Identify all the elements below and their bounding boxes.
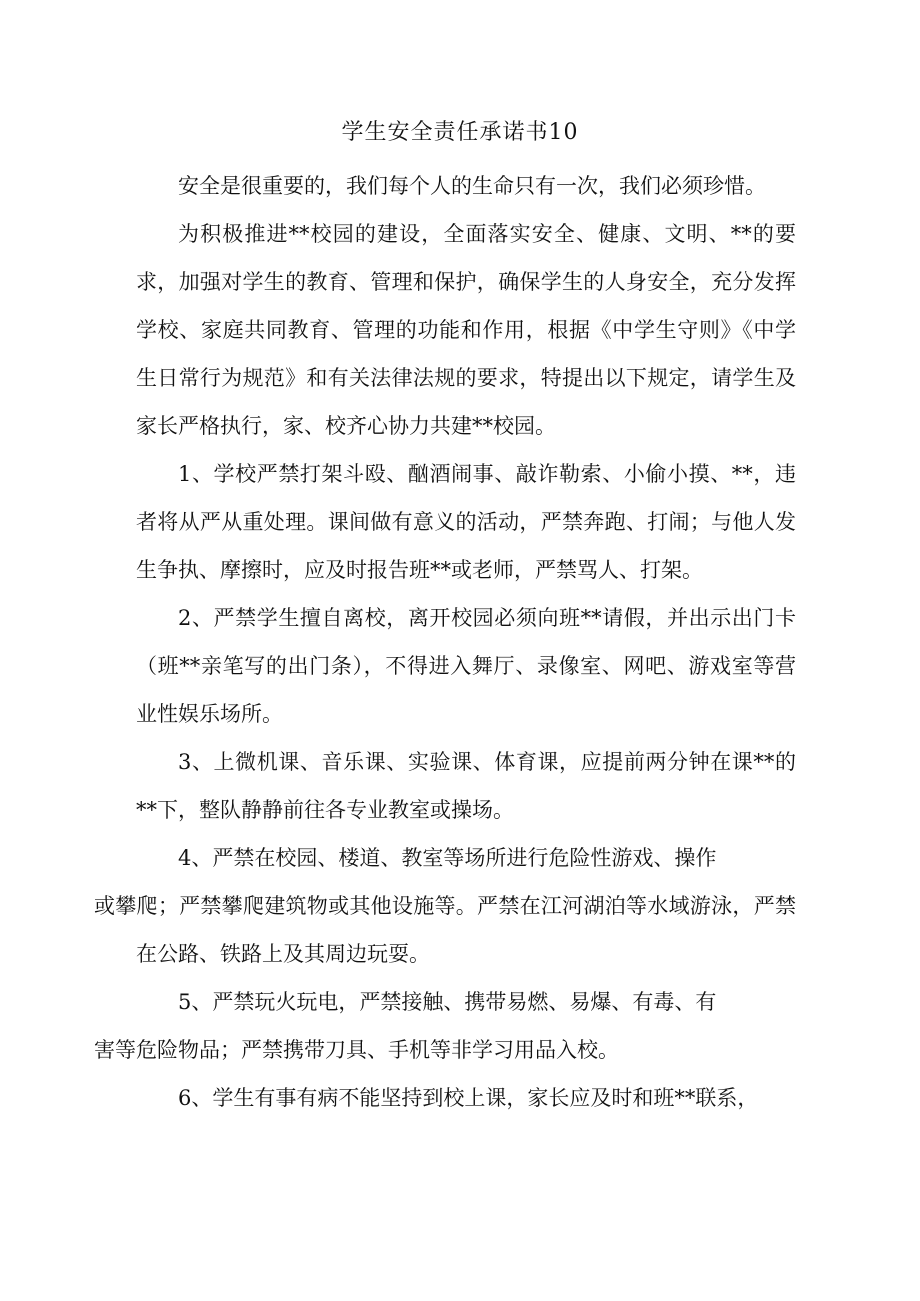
- document-body: [94, 162, 796, 1122]
- paragraph-intro: 安全是很重要的，我们每个人的生命只有一次，我们必须珍惜。: [178, 174, 766, 198]
- paragraph-rule-4-line-1: 4、严禁在校园、楼道、教室等场所进行危险性游戏、操作: [178, 846, 717, 870]
- paragraph-rule-4-rest: 或攀爬；严禁攀爬建筑物或其他设施等。严禁在江河湖泊等水域游泳，严禁在公路、铁路上及其周边玩耍。: [94, 894, 796, 966]
- paragraph-rule-6: 6、学生有事有病不能坚持到校上课，家长应及时和班**联系，: [178, 1086, 759, 1110]
- paragraph-rule-5-line-1: 5、严禁玩火玩电，严禁接触、携带易燃、易爆、有毒、有: [178, 990, 717, 1014]
- paragraph-purpose: 为积极推进**校园的建设，全面落实安全、健康、文明、**的要求，加强对学生的教育、管理和保护，确保学生的人身安全，充分发挥学校、家庭共同教育、管理的功能和作用，根据《中学生守则》《中学生日常行为规范》和有关法律法规的要求，特提出以下规定，请学生及家长严格执行，家、校齐心协力共建**校园。: [136, 222, 796, 438]
- paragraph-rule-1: 1、学校严禁打架斗殴、酗酒闹事、敲诈勒索、小偷小摸、**，违者将从严从重处理。课间做有意义的活动，严禁奔跑、打闹；与他人发生争执、摩擦时，应及时报告班**或老师，严禁骂人、打架。: [136, 462, 796, 582]
- paragraph-rule-3: 3、上微机课、音乐课、实验课、体育课，应提前两分钟在课**的**下，整队静静前往各专业教室或操场。: [136, 750, 796, 822]
- paragraph-rule-5: [94, 978, 796, 1074]
- document-title: 学生安全责任承诺书10: [341, 120, 579, 145]
- paragraph-rule-2: 2、严禁学生擅自离校，离开校园必须向班**请假，并出示出门卡（班**亲笔写的出门条），不得进入舞厅、录像室、网吧、游戏室等营业性娱乐场所。: [136, 606, 796, 726]
- paragraph-rule-4: [94, 834, 796, 978]
- paragraph-rule-5-rest: 害等危险物品；严禁携带刀具、手机等非学习用品入校。: [94, 1038, 619, 1062]
